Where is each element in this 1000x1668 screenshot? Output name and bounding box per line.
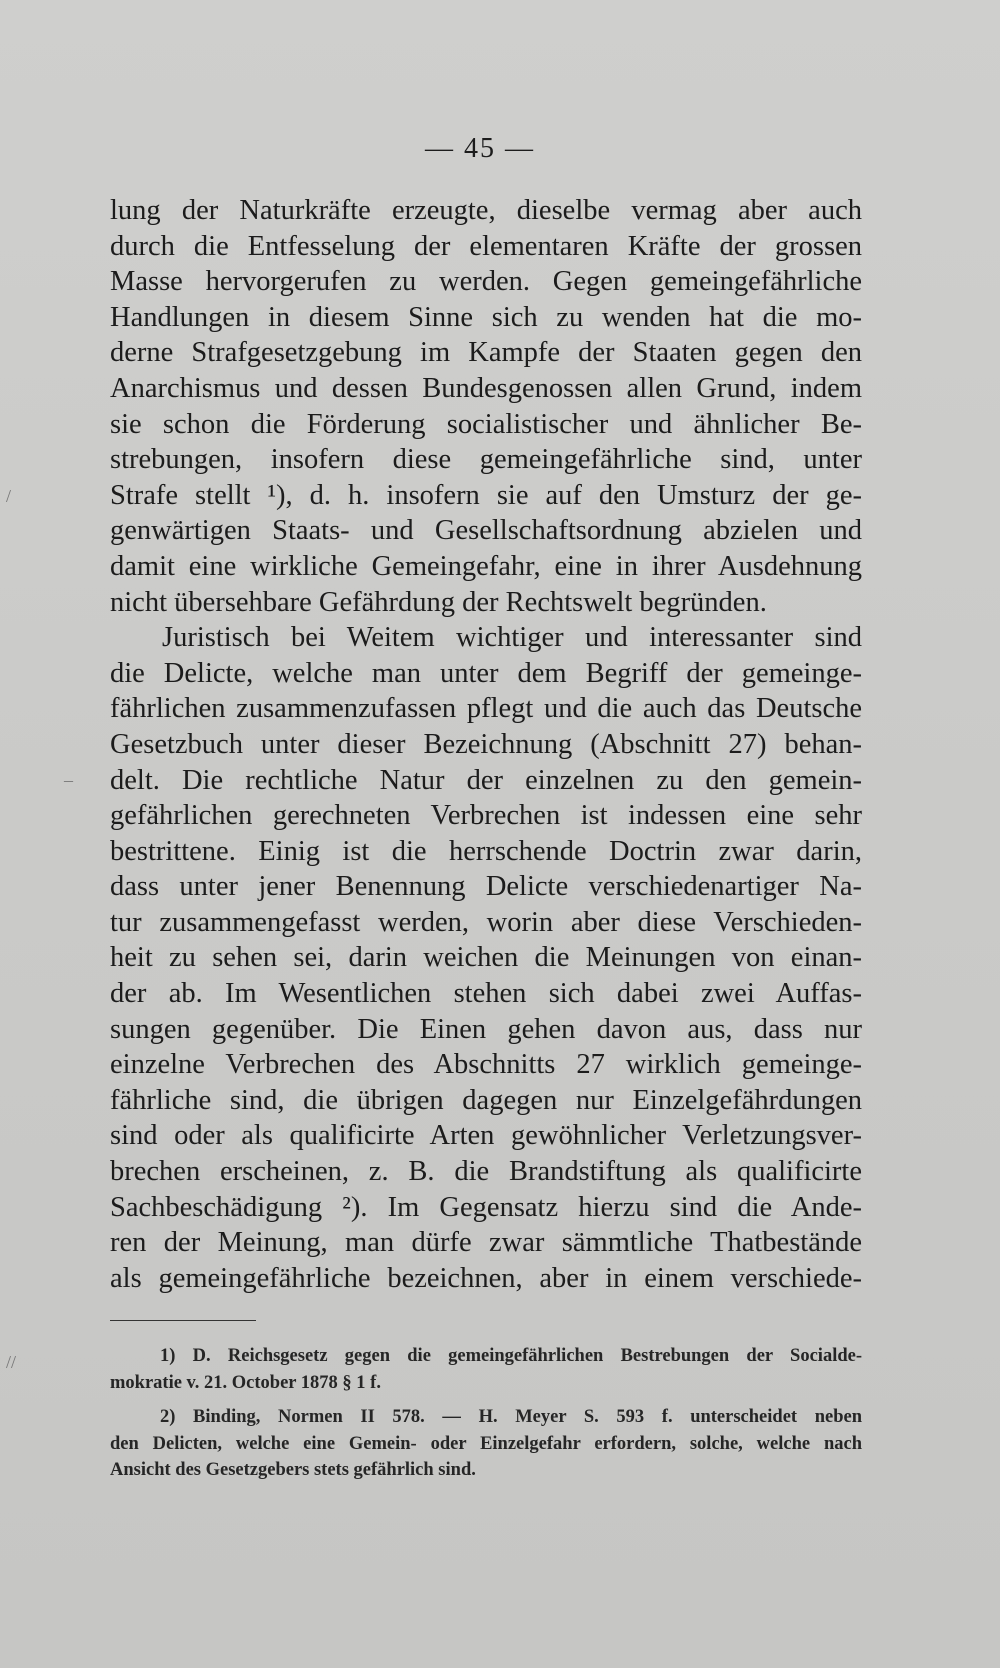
- text-line: gefährlichen gerechneten Verbrechen ist indessen eine sehr: [110, 800, 862, 832]
- text-line: fährliche sind, die übrigen dagegen nur Einzelgefährdungen: [110, 1084, 862, 1116]
- footnote-2-line: den Delicten, welche eine Gemein- oder Einzelgefahr erfordern, solche, welche nach: [110, 1433, 862, 1454]
- text-line: dass unter jener Benennung Delicte verschiedenartiger Na-: [110, 871, 862, 903]
- text-line: sind oder als qualificirte Arten gewöhnlicher Verletzungsver-: [110, 1120, 862, 1152]
- text-line: der ab. Im Wesentlichen stehen sich dabei zwei Auffas-: [110, 978, 862, 1010]
- text-line: fährlichen zusammenzufassen pflegt und die auch das Deutsche: [110, 693, 862, 725]
- body-text: [110, 193, 862, 1296]
- text-line: lung der Naturkräfte erzeugte, dieselbe vermag aber auch: [110, 195, 862, 226]
- footnote-1-line: 1) D. Reichsgesetz gegen die gemeingefährlichen Bestrebungen der Socialde-: [160, 1346, 862, 1366]
- footnotes: [110, 1343, 862, 1484]
- margin-mark: //: [6, 1352, 17, 1372]
- text-line: die Delicte, welche man unter dem Begriff der gemeinge-: [110, 657, 862, 689]
- text-line: nicht übersehbare Gefährdung der Rechtswelt begründen.: [110, 586, 767, 618]
- text-line: Sachbeschädigung ²). Im Gegensatz hierzu sind die Ande-: [110, 1191, 862, 1223]
- text-line: genwärtigen Staats- und Gesellschaftsordnung abzielen und: [110, 515, 862, 547]
- text-line: Handlungen in diesem Sinne sich zu wenden hat die mo-: [110, 301, 862, 333]
- text-line: brechen erscheinen, z. B. die Brandstiftung als qualificirte: [110, 1156, 862, 1188]
- footnote-1-line: mokratie v. 21. October 1878 § 1 f.: [110, 1372, 381, 1393]
- text-line: tur zusammengefasst werden, worin aber diese Verschieden-: [110, 906, 862, 938]
- text-line: bestrittene. Einig ist die herrschende Doctrin zwar darin,: [110, 835, 862, 867]
- text-line: Masse hervorgerufen zu werden. Gegen gemeingefährliche: [110, 266, 862, 298]
- footnote-2-line: Ansicht des Gesetzgebers stets gefährlich sind.: [110, 1460, 476, 1480]
- footnote-2-line: 2) Binding, Normen II 578. — H. Meyer S. 593 f. unterscheidet neben: [160, 1407, 862, 1427]
- text-line: heit zu sehen sei, darin weichen die Meinungen von einan-: [110, 942, 862, 974]
- text-line: Gesetzbuch unter dieser Bezeichnung (Abschnitt 27) behan-: [110, 728, 862, 760]
- text-line: sungen gegenüber. Die Einen gehen davon aus, dass nur: [110, 1013, 862, 1045]
- text-line: einzelne Verbrechen des Abschnitts 27 wirklich gemeinge-: [110, 1049, 862, 1081]
- text-line: damit eine wirkliche Gemeingefahr, eine in ihrer Ausdehnung: [110, 550, 862, 582]
- margin-mark: /: [6, 486, 12, 506]
- text-line: als gemeingefährliche bezeichnen, aber in einem verschiede-: [110, 1262, 862, 1294]
- page-number: — 45 —: [425, 133, 535, 164]
- text-line: Juristisch bei Weitem wichtiger und interessanter sind: [162, 622, 862, 654]
- text-line: ren der Meinung, man dürfe zwar sämmtliche Thatbestände: [110, 1227, 862, 1259]
- text-line: durch die Entfesselung der elementaren Kräfte der grossen: [110, 230, 862, 262]
- text-line: Strafe stellt ¹), d. h. insofern sie auf den Umsturz der ge-: [110, 479, 862, 511]
- margin-mark: –: [64, 770, 73, 790]
- text-line: delt. Die rechtliche Natur der einzelnen zu den gemein-: [110, 764, 862, 796]
- text-line: sie schon die Förderung socialistischer und ähnlicher Be-: [110, 408, 862, 440]
- text-line: derne Strafgesetzgebung im Kampfe der Staaten gegen den: [110, 337, 862, 369]
- text-line: strebungen, insofern diese gemeingefährliche sind, unter: [110, 444, 862, 476]
- footnote-divider: [110, 1320, 256, 1321]
- text-line: Anarchismus und dessen Bundesgenossen allen Grund, indem: [110, 372, 862, 404]
